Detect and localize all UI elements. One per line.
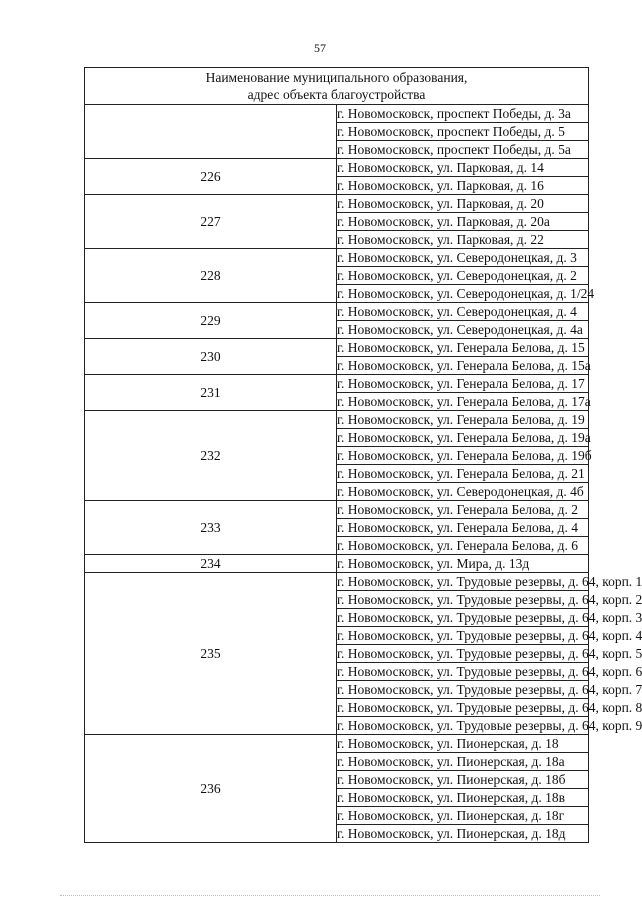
table-row xyxy=(85,339,589,357)
address-cell: г. Новомосковск, проспект Победы, д. 5 xyxy=(337,123,589,141)
address-cell: г. Новомосковск, ул. Пионерская, д. 18а xyxy=(337,753,589,771)
address-cell: г. Новомосковск, ул. Трудовые резервы, д. 64, корп. 5 xyxy=(337,646,642,661)
item-number: 236 xyxy=(85,735,337,843)
address-cell: г. Новомосковск, ул. Парковая, д. 14 xyxy=(337,159,589,177)
address-cell: г. Новомосковск, ул. Пионерская, д. 18г xyxy=(337,807,589,825)
address-cell: г. Новомосковск, ул. Трудовые резервы, д. 64, корп. 6 xyxy=(337,664,642,679)
address-cell: г. Новомосковск, ул. Генерала Белова, д. 17 xyxy=(337,375,589,393)
address-cell: г. Новомосковск, ул. Генерала Белова, д. 15а xyxy=(337,358,591,373)
address-cell: г. Новомосковск, ул. Пионерская, д. 18д xyxy=(337,825,589,843)
address-cell: г. Новомосковск, ул. Парковая, д. 16 xyxy=(337,177,589,195)
item-number: 227 xyxy=(85,195,337,249)
address-cell: г. Новомосковск, ул. Генерала Белова, д. 21 xyxy=(337,465,589,483)
address-cell: г. Новомосковск, ул. Парковая, д. 20 xyxy=(337,195,589,213)
address-cell: г. Новомосковск, ул. Северодонецкая, д. 2 xyxy=(337,267,589,285)
address-cell: г. Новомосковск, ул. Парковая, д. 22 xyxy=(337,231,589,249)
item-number: 231 xyxy=(85,375,337,411)
address-cell: г. Новомосковск, ул. Генерала Белова, д. 19 xyxy=(337,411,589,429)
table-row xyxy=(85,303,589,321)
address-cell: г. Новомосковск, ул. Пионерская, д. 18б xyxy=(337,771,589,789)
address-cell: г. Новомосковск, ул. Парковая, д. 20а xyxy=(337,213,589,231)
address-cell: г. Новомосковск, ул. Генерала Белова, д. 19а xyxy=(337,430,591,445)
address-cell: г. Новомосковск, проспект Победы, д. 5а xyxy=(337,141,589,159)
table-row xyxy=(85,195,589,213)
table-header-row xyxy=(85,68,589,105)
address-cell: г. Новомосковск, ул. Трудовые резервы, д. 64, корп. 2 xyxy=(337,592,642,607)
address-cell: г. Новомосковск, ул. Пионерская, д. 18в xyxy=(337,789,589,807)
address-cell: г. Новомосковск, ул. Генерала Белова, д. 15 xyxy=(337,339,589,357)
header-line-2: адрес объекта благоустройства xyxy=(247,87,426,102)
address-cell: г. Новомосковск, ул. Трудовые резервы, д. 64, корп. 9 xyxy=(337,718,642,733)
item-number: 232 xyxy=(85,411,337,501)
address-cell: г. Новомосковск, ул. Генерала Белова, д. 17а xyxy=(337,394,591,409)
address-cell: г. Новомосковск, ул. Трудовые резервы, д. 64, корп. 4 xyxy=(337,628,642,643)
address-cell: г. Новомосковск, ул. Трудовые резервы, д. 64, корп. 3 xyxy=(337,610,642,625)
header-line-1: Наименование муниципального образования, xyxy=(205,70,468,85)
address-cell: г. Новомосковск, ул. Северодонецкая, д. 4б xyxy=(337,483,589,501)
address-cell: г. Новомосковск, ул. Трудовые резервы, д. 64, корп. 8 xyxy=(337,700,642,715)
address-cell: г. Новомосковск, ул. Генерала Белова, д. 2 xyxy=(337,501,589,519)
address-cell: г. Новомосковск, ул. Трудовые резервы, д. 64, корп. 7 xyxy=(337,682,642,697)
address-cell: г. Новомосковск, ул. Мира, д. 13д xyxy=(337,555,589,573)
page-number: 57 xyxy=(314,41,326,55)
address-cell: г. Новомосковск, ул. Генерала Белова, д. 4 xyxy=(337,519,589,537)
table-row xyxy=(85,501,589,519)
address-cell: г. Новомосковск, ул. Генерала Белова, д. 6 xyxy=(337,537,589,555)
address-table xyxy=(84,67,642,843)
address-cell: г. Новомосковск, ул. Северодонецкая, д. 1/24 xyxy=(337,286,595,301)
table-header xyxy=(85,68,589,105)
item-number: 226 xyxy=(85,159,337,195)
item-number: 230 xyxy=(85,339,337,375)
footer-scan-dots xyxy=(60,895,600,896)
address-cell: г. Новомосковск, ул. Пионерская, д. 18 xyxy=(337,735,589,753)
item-number: 233 xyxy=(85,501,337,555)
table-row xyxy=(85,105,589,123)
table-row xyxy=(85,375,589,393)
item-number: 234 xyxy=(85,555,337,573)
table-row xyxy=(85,735,589,753)
item-number: 229 xyxy=(85,303,337,339)
table-row xyxy=(85,555,589,573)
address-cell: г. Новомосковск, проспект Победы, д. 3а xyxy=(337,105,589,123)
item-number xyxy=(85,105,337,159)
address-cell: г. Новомосковск, ул. Северодонецкая, д. 4а xyxy=(337,321,589,339)
item-number: 235 xyxy=(85,573,337,735)
table-body xyxy=(85,105,642,843)
address-cell: г. Новомосковск, ул. Генерала Белова, д. 19б xyxy=(337,448,592,463)
table-row xyxy=(85,159,589,177)
table-row xyxy=(85,411,589,429)
address-cell: г. Новомосковск, ул. Северодонецкая, д. 3 xyxy=(337,249,589,267)
table-row xyxy=(85,573,589,591)
address-cell: г. Новомосковск, ул. Северодонецкая, д. 4 xyxy=(337,303,589,321)
table-row xyxy=(85,249,589,267)
address-cell: г. Новомосковск, ул. Трудовые резервы, д. 64, корп. 1 xyxy=(337,574,642,589)
item-number: 228 xyxy=(85,249,337,303)
